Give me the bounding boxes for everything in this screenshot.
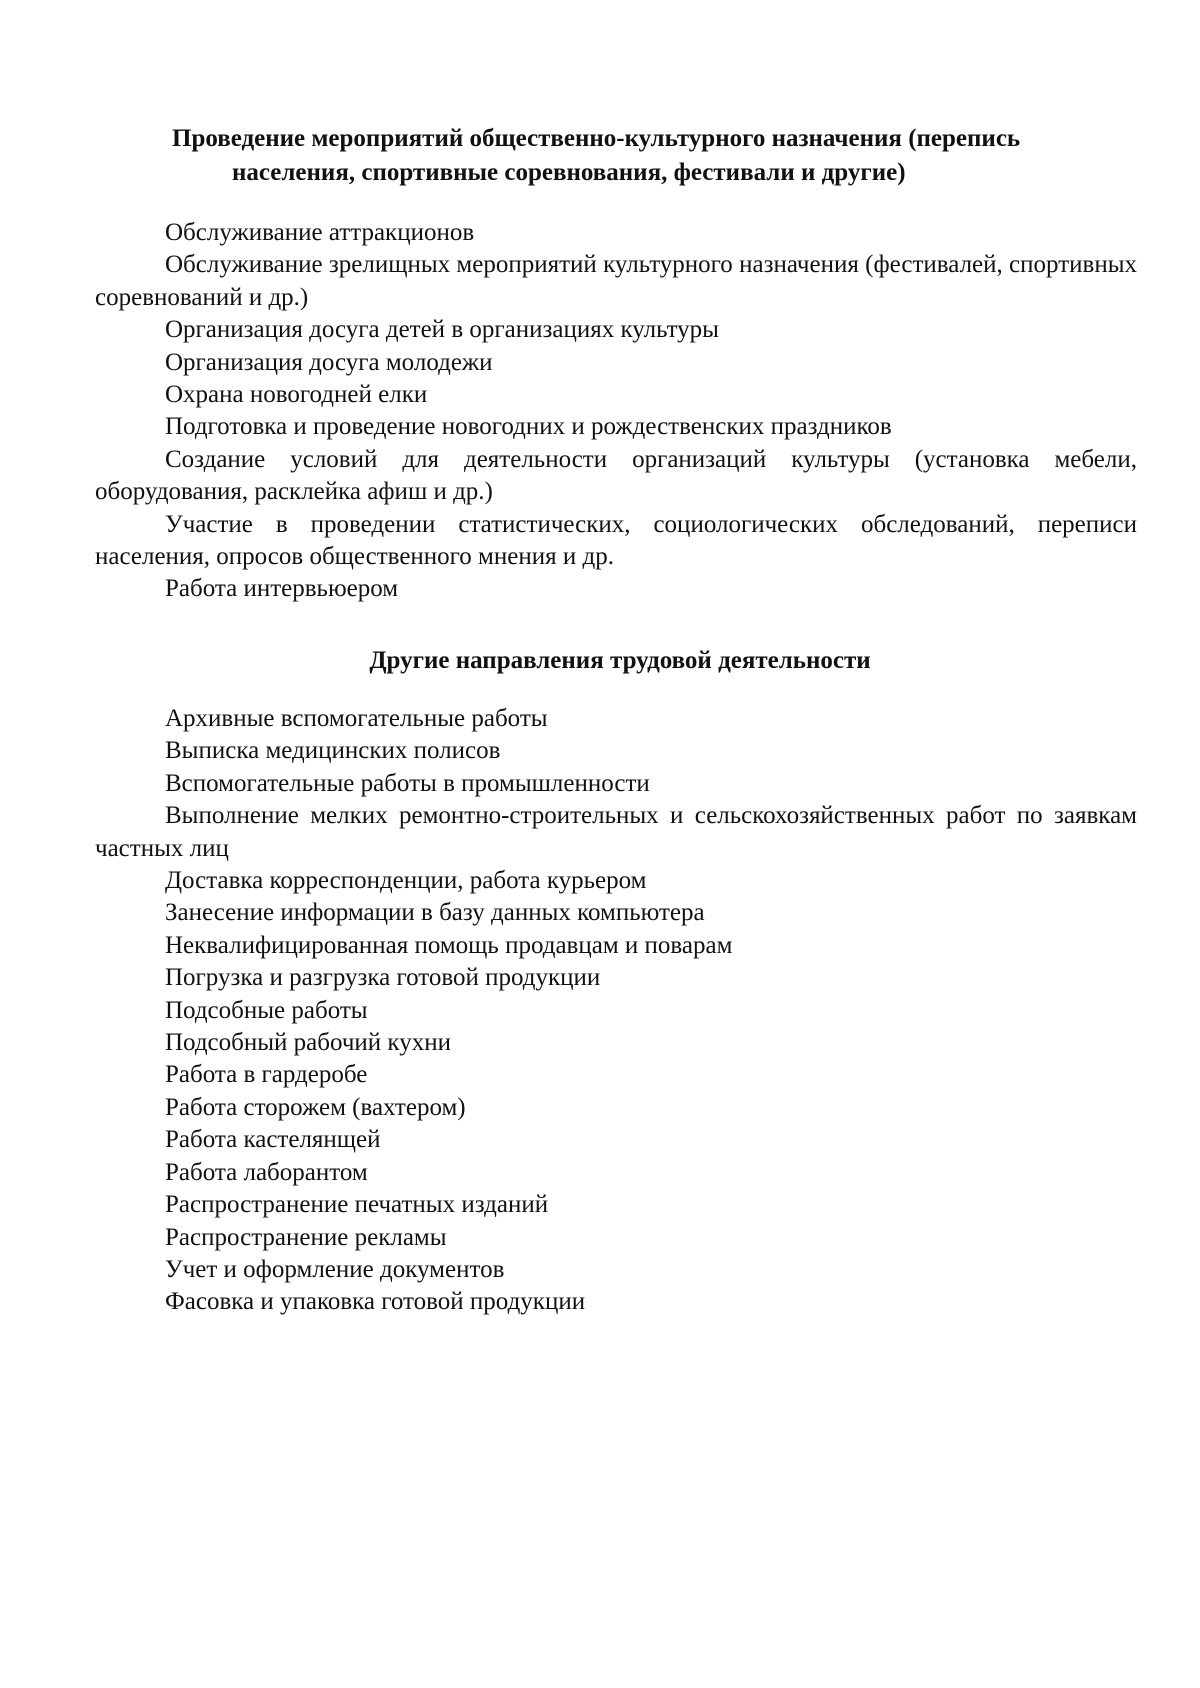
- list-item: Охрана новогодней елки: [165, 381, 428, 409]
- list-item: Занесение информации в базу данных компьютера: [165, 899, 705, 927]
- list-item: Фасовка и упаковка готовой продукции: [165, 1288, 586, 1316]
- list-item: Доставка корреспонденции, работа курьером: [165, 867, 647, 895]
- list-item: Участие в проведении статистических, социологических обследований, переписи населения, опросов общественного мнения и др.: [95, 510, 1137, 571]
- list-item: Подсобные работы: [165, 996, 368, 1024]
- list-item: Обслуживание зрелищных мероприятий культурного назначения (фестивалей, спортивных соревнований и др.): [95, 251, 1137, 311]
- list-item: Работа в гардеробе: [165, 1061, 368, 1089]
- list-item: Организация досуга молодежи: [165, 348, 493, 376]
- activity-list-other: [95, 703, 1137, 1319]
- list-item: Подготовка и проведение новогодних и рождественских праздников: [165, 413, 892, 441]
- list-item: Погрузка и разгрузка готовой продукции: [165, 964, 601, 992]
- list-item: Работа интервьюером: [165, 575, 399, 603]
- section-title-line1: Проведение мероприятий общественно-культурного назначения (перепись: [172, 125, 1021, 152]
- list-item: Работа кастелянщей: [165, 1126, 381, 1154]
- activity-list-cultural: [95, 217, 1137, 606]
- list-item: Выписка медицинских полисов: [165, 737, 501, 765]
- list-item: Организация досуга детей в организациях культуры: [165, 316, 719, 344]
- list-item: Создание условий для деятельности организаций культуры (установка мебели, оборудования, расклейка афиш и др.): [95, 445, 1137, 506]
- section-title-line2: населения, спортивные соревнования, фестивали и другие): [232, 159, 906, 186]
- list-item: Распространение рекламы: [165, 1223, 447, 1251]
- section-title-other: Другие направления трудовой деятельности: [369, 647, 871, 674]
- list-item: Неквалифицированная помощь продавцам и поварам: [165, 931, 733, 959]
- list-item: Архивные вспомогательные работы: [165, 705, 548, 732]
- list-item: Подсобный рабочий кухни: [165, 1029, 451, 1057]
- list-item: Выполнение мелких ремонтно-строительных и сельскохозяйственных работ по заявкам частных лиц: [95, 802, 1137, 862]
- list-item: Вспомогательные работы в промышленности: [165, 769, 650, 797]
- list-item: Работа сторожем (вахтером): [165, 1093, 466, 1121]
- list-item: Распространение печатных изданий: [165, 1191, 549, 1219]
- list-item: Обслуживание аттракционов: [165, 219, 475, 246]
- list-item: Работа лаборантом: [165, 1158, 368, 1186]
- list-item: Учет и оформление документов: [165, 1255, 505, 1283]
